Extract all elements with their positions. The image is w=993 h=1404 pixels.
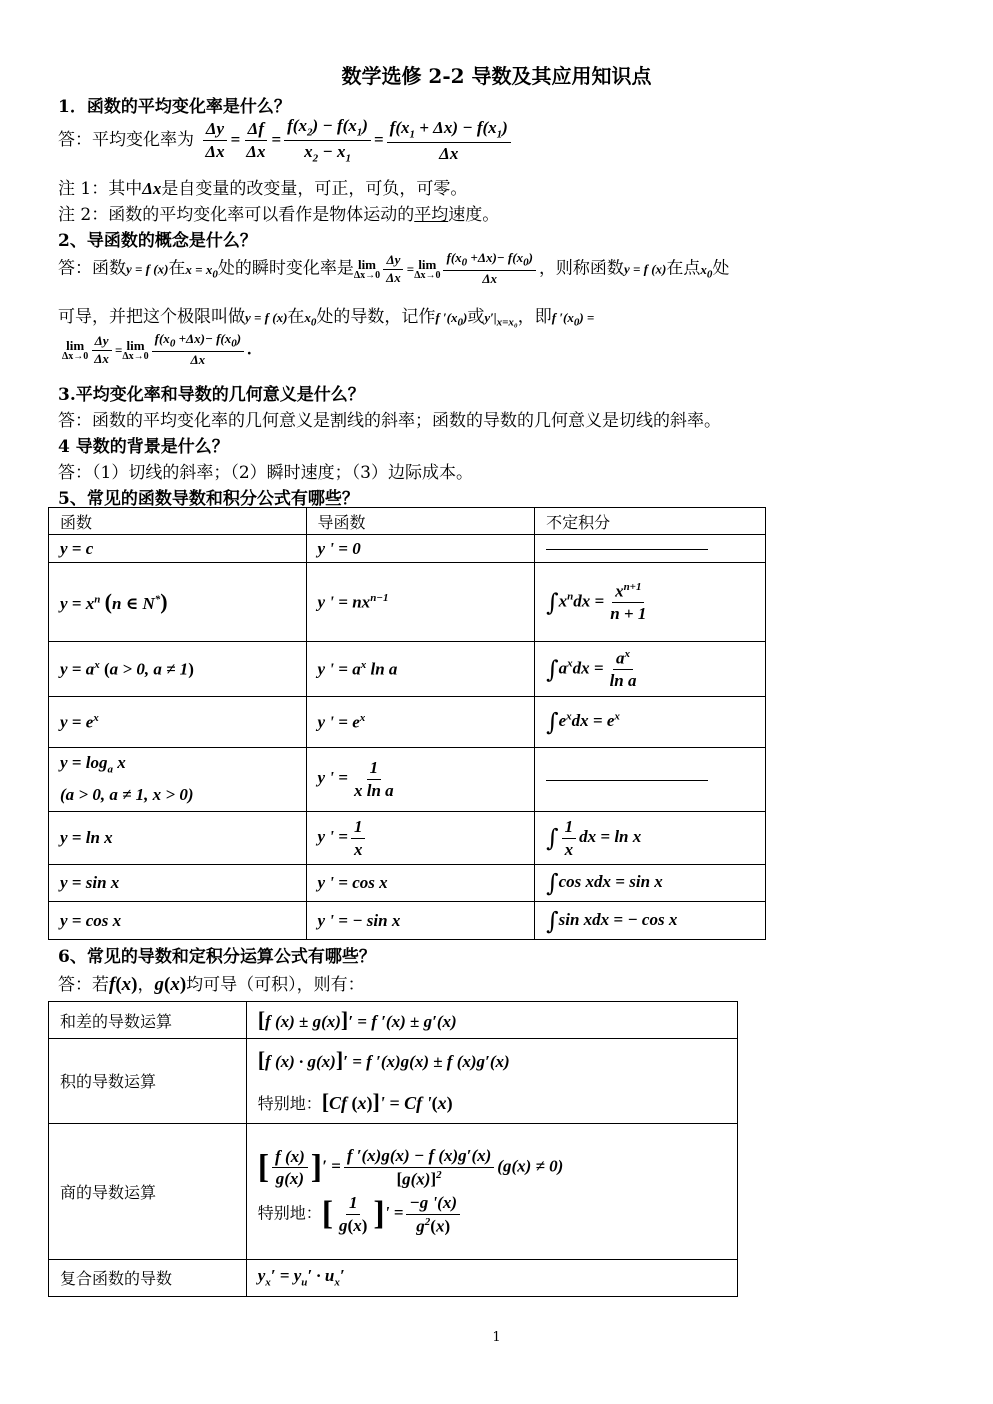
table-row: y = cos x y ' = − sin x ∫sin xdx = − cos x (49, 902, 766, 940)
q2-line3: lim Δx→0 $\frac{\Delta y}{\Delta x}$ = lim Δx→0 $\frac{f(x_0 +\Delta x)- f(x_0)}{\Delta x}$ . (62, 331, 252, 368)
table-row: 积的导数运算 [f (x) · g(x)]′ = f ′(x)g(x) ± f (x)g′(x) 特别地：[Cf (x)]' = Cf '(x) (49, 1039, 738, 1124)
table-row: $y = x^n$ (n ∈ N*) y ' = $nx^{n-1}$ $\int x^ndx$ = $\frac{x^{n+1}}{n + 1}$ (49, 563, 766, 642)
q6-answer-b: ， (137, 975, 155, 995)
q2-text-a: 答：函数 (58, 258, 126, 279)
q3-answer: 答：函数的平均变化率的几何意义是割线的斜率；函数的导数的几何意义是切线的斜率。 (58, 411, 721, 431)
special-label: 特别地： (257, 1203, 322, 1223)
q1-note2-start: 注 2：函数的平均变化率可以看作是物体运动的 (58, 205, 415, 225)
q6-answer: 答：若f(x)，g(x)均可导（可积），则有： (58, 974, 365, 995)
derivative-integral-table (48, 507, 766, 940)
q2-text-c: 处的瞬时变化率是 (217, 258, 354, 279)
q1-note1 (58, 174, 467, 199)
table-row: 复合函数的导数 $y_x' = y_u' \cdot u_x'$ (49, 1259, 738, 1296)
blank-line (546, 780, 708, 781)
q2-heading: 2、导函数的概念是什么？ (58, 231, 257, 251)
table-row: 和差的导数运算 [f (x) ± g(x)]′ = f ′(x) ± g′(x) (49, 1002, 738, 1039)
q2-text-f: 处 (712, 258, 730, 279)
page-title: 数学选修 2-2 导数及其应用知识点 (341, 64, 652, 88)
table-row: $y = a^x$ (a > 0, a ≠ 1) y ' = $a^x$ ln a $\int a^xdx$ = $\frac{a^x}{\text{ln a}}$ (49, 642, 766, 697)
blank-line (546, 549, 708, 550)
q5-heading: 5、常见的函数导数和积分公式有哪些？ (58, 489, 359, 509)
delta-x-symbol: Δx (142, 179, 162, 198)
page-number: 1 (492, 1330, 501, 1345)
q2-text-g: 可导，并把这个极限叫做 (58, 307, 245, 327)
table-header-row (49, 508, 766, 535)
special-label: 特别地： (257, 1093, 322, 1113)
formula-df-dx: $\frac{\Delta f}{\Delta x}$ (246, 119, 266, 162)
table-row: y = c y ' = 0 (49, 535, 766, 563)
limit-operator: lim Δx→0 (353, 256, 381, 281)
header-integral: 不定积分 (535, 508, 766, 535)
q1-note1-start: 注 1：其中 (58, 179, 143, 199)
rule-label: 复合函数的导数 (49, 1259, 247, 1296)
q1-note2 (58, 200, 499, 225)
q6-heading: 6、常见的导数和定积分运算公式有哪些？ (58, 947, 376, 967)
q2-line1: 答：函数y = f (x)在$x = x_0$处的瞬时变化率是 lim Δx→0 $\frac{\Delta y}{\Delta x}$ = lim Δx→0 $\frac{f(x_0 +\Delta x)- f(x_0)}{\Delta x}$ ，则称函数y = f (x)在点$x_0$处 (58, 250, 730, 287)
q1-note2-end: 速度。 (448, 205, 500, 225)
q1-note1-end: 是自变量的改变量，可正，可负，可零。 (161, 179, 468, 199)
table-row: $y = \log_a x$ (a > 0, a ≠ 1, x > 0) y ' = $\frac{1}{\text{x ln a}}$ (49, 748, 766, 812)
q2-text-b: 在 (168, 258, 186, 279)
derivative-rules-table (48, 1001, 738, 1297)
q6-answer-c: 均可导（可积），则有： (186, 975, 365, 995)
q2-line2: 可导，并把这个极限叫做y = f (x)在$x_0$处的导数，记作f $'(x_0)$或$y'|_{x=x_0}$，即f $'(x_0)$ = (58, 307, 595, 329)
q1-note2-underlined: 平均 (414, 205, 449, 225)
q1-answer: 答：平均变化率为 $\frac{\Delta y}{\Delta x}$ = $\frac{\Delta f}{\Delta x}$ = $\frac{f(x_2) - f(x_1)}{x_2 - x_1}$ = $\frac{f(x_1 + \Delta x) - f(x_1)}{\Delta x}$ (58, 116, 514, 165)
q3-heading: 3.平均变化率和导数的几何意义是什么？ (58, 385, 365, 405)
formula-secant: $\frac{f(x_2) - f(x_1)}{x_2 - x_1}$ (284, 116, 371, 165)
header-function: 函数 (49, 508, 307, 535)
table-row: 商的导数运算 [ $\frac{f (x)}{g(x)}$ ]′ = $\frac{f '(x)g(x) - f (x)g'(x)}{[g(x)]^2}$ (g(x) ≠ 0) 特别地：[ $\frac{1}{g(x)}$ ]' = $\frac{-g '(x)}{g^2(x)}$ (49, 1123, 738, 1259)
q2-text-j: 或 (467, 307, 485, 327)
header-derivative: 导函数 (306, 508, 535, 535)
rule-label: 积的导数运算 (49, 1039, 247, 1124)
formula-dy-dx: $\frac{\Delta y}{\Delta x}$ (202, 119, 227, 161)
q2-text-i: 处的导数，记作 (316, 307, 436, 327)
q6-answer-a: 答：若 (58, 975, 109, 995)
rule-label: 商的导数运算 (49, 1123, 247, 1259)
q2-text-h: 在 (287, 307, 305, 327)
formula-increment: $\frac{f(x_1 + \Delta x) - f(x_1)}{\Delta x}$ (387, 118, 511, 164)
q2-text-k: ，即 (517, 307, 552, 327)
q4-answer: 答：（1）切线的斜率；（2）瞬时速度；（3）边际成本。 (58, 463, 473, 483)
table-row: y = ln x y ' = $\frac{1}{x}$ ∫ $\frac{1}{x}$ dx = ln x (49, 812, 766, 865)
q1-heading: 1．函数的平均变化率是什么？ (58, 97, 291, 117)
q1-answer-prefix: 答：平均变化率为 (58, 130, 194, 151)
table-row: $y = e^x$ y ' = $e^x$ $\int e^xdx = e^x$ (49, 697, 766, 748)
rule-label: 和差的导数运算 (49, 1002, 247, 1039)
q2-text-e: 在点 (666, 258, 701, 279)
q4-heading: 4 导数的背景是什么？ (58, 437, 229, 457)
q2-text-d: ，则称函数 (538, 258, 624, 279)
table-row: y = sin x y ' = cos x ∫cos xdx = sin x (49, 865, 766, 902)
